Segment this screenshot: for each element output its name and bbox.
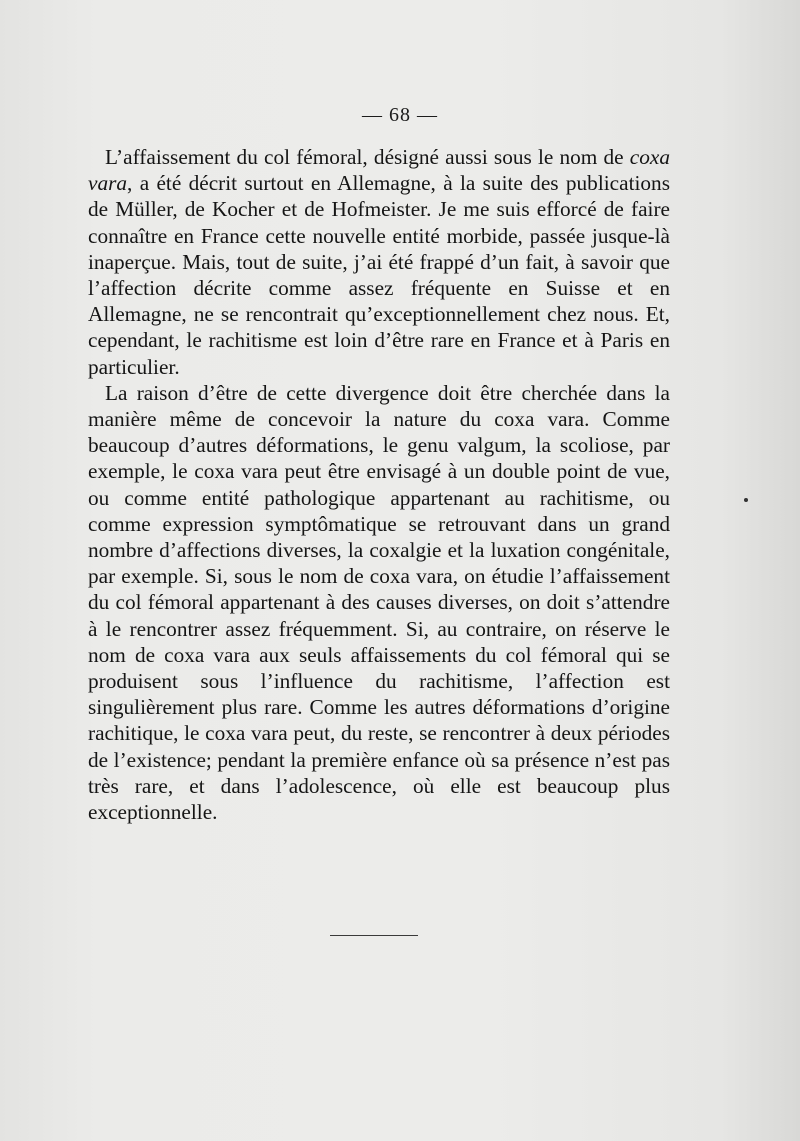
body-text — [88, 144, 670, 825]
paragraph-1-after: , a été décrit surtout en Allemagne, à la suite des publications de Müller, de Kocher et de Hofmeister. Je me suis efforcé de faire connaître en France cette nouvelle entité morbide, passée jusque-là inaperçue. Mais, tout de suite, j’ai été frappé d’un fait, à savoir que l’affection décrite comme assez fréquente en Suisse et en Allemagne, ne se rencontrait qu’exceptionnellement chez nous. Et, cependant, le rachitisme est loin d’être rare en France et à Paris en particulier. — [88, 171, 670, 379]
paragraph-2: La raison d’être de cette divergence doit être cherchée dans la manière même de concevoir la nature du coxa vara. Comme beaucoup d’autres déformations, le genu valgum, la scoliose, par exemple, le coxa vara peut être envisagé à un double point de vue, ou comme entité pathologique appartenant au rachitisme, ou comme expression symptômatique se retrouvant dans un grand nombre d’affections diverses, la coxalgie et la luxation congénitale, par exemple. Si, sous le nom de coxa vara, on étudie l’affaissement du col fémoral appartenant à des causes diverses, on doit s’attendre à le rencontrer assez fréquemment. Si, au contraire, on réserve le nom de coxa vara aux seuls affaissements du col fémoral qui se produisent sous l’influence du rachitisme, l’affection est singulièrement plus rare. Comme les autres déformations d’origine rachitique, le coxa vara peut, du reste, se rencontrer à deux périodes de l’existence; pendant la première enfance où sa présence n’est pas très rare, et dans l’adolescence, où elle est beaucoup plus exceptionnelle. — [88, 380, 670, 825]
paragraph-1-italic-term: coxa vara — [88, 145, 670, 196]
section-divider-rule — [330, 935, 418, 936]
page-number: — 68 — — [362, 104, 438, 126]
ink-speck — [744, 498, 748, 502]
paragraph-1-before: L’affaissement du col fémoral, désigné aussi sous le nom de — [105, 145, 630, 169]
paragraph-1 — [88, 144, 670, 380]
